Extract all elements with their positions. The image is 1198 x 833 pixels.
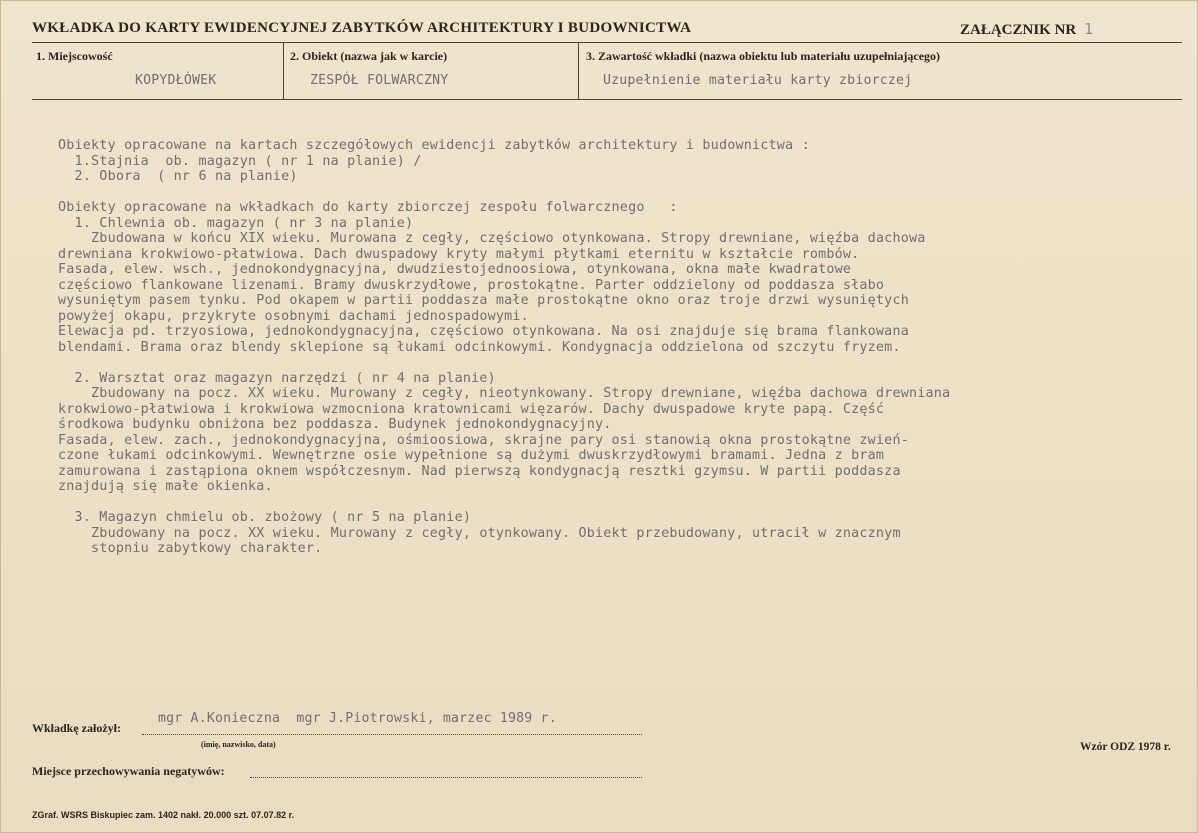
- body-text: [58, 138, 950, 557]
- body-line: wysuniętym pasem tynku. Pod okapem w partii poddasza małe prostokątne okno oraz troje drzwi wysuniętych: [58, 293, 909, 308]
- fields-divider-2: [578, 42, 579, 99]
- form-title: WKŁADKA DO KARTY EWIDENCYJNEJ ZABYTKÓW ARCHITEKTURY I BUDOWNICTWA: [32, 20, 692, 36]
- body-line: stopniu zabytkowy charakter.: [58, 541, 323, 556]
- body-line: częściowo flankowane lizenami. Bramy dwuskrzydłowe, prostokątne. Parter oddzielony od poddasza słabo: [58, 277, 885, 293]
- fields-bottom-rule: [32, 99, 1182, 100]
- body-line: krokwiowo-płatwiowa i krokwiowa wzmocniona kratownicami więzarów. Dachy dwuspadowe kryte papą. Część: [58, 401, 885, 417]
- body-line: Fasada, elew. zach., jednokondygnacyjna, ośmioosiowa, skrajne pary osi stanowią okna prostokątne zwień-: [58, 432, 909, 448]
- author-caption: (imię, nazwisko, data): [201, 740, 276, 749]
- contents-value: Uzupełnienie materiału karty zbiorczej: [603, 73, 913, 88]
- form-pattern: Wzór ODZ 1978 r.: [1080, 741, 1171, 753]
- body-line: Zbudowana w końcu XIX wieku. Murowana z cegły, częściowo otynkowana. Stropy drewniane, więźba dachowa: [58, 231, 926, 246]
- header-rule: [32, 42, 1182, 43]
- body-line: powyżej okapu, przykryte osobnymi dachami jednospadowymi.: [58, 308, 529, 324]
- body-line: 2. Obora ( nr 6 na planie): [58, 169, 298, 184]
- body-line: 3. Magazyn chmielu ob. zbożowy ( nr 5 na planie): [58, 510, 472, 525]
- body-line: blendami. Brama oraz blendy sklepione są łukami odcinkowymi. Kondygnacja oddzielona od szczytu fryzem.: [58, 339, 901, 355]
- object-value: ZESPÓŁ FOLWARCZNY: [310, 73, 449, 88]
- body-line: zamurowana i zastąpiona oknem współczesnym. Nad pierwszą kondygnacją resztki gzymsu. W partii poddasza: [58, 463, 901, 479]
- author-value: mgr A.Konieczna mgr J.Piotrowski, marzec 1989 r.: [158, 711, 557, 726]
- annex-label: ZAŁĄCZNIK NR: [960, 22, 1077, 38]
- fields-divider-1: [283, 42, 284, 99]
- body-line: [58, 495, 950, 511]
- author-dotline: [142, 734, 642, 735]
- body-line: 1. Chlewnia ob. magazyn ( nr 3 na planie): [58, 215, 414, 231]
- negatives-dotline: [250, 777, 642, 778]
- annex-label-group: [960, 20, 1093, 39]
- body-line: czone łukami odcinkowymi. Wewnętrzne osie wypełnione są dużymi dwuskrzydłowymi bramami. Jedna z bram: [58, 448, 885, 463]
- annex-number: 1: [1084, 20, 1094, 38]
- body-line: Obiekty opracowane na kartach szczegółowych ewidencji zabytków architektury i budownictwa :: [58, 138, 810, 153]
- body-line: Zbudowany na pocz. XX wieku. Murowany z cegły, otynkowany. Obiekt przebudowany, utracił w znacznym: [58, 525, 901, 541]
- body-line: Fasada, elew. wsch., jednokondygnacyjna, dwudziestojednoosiowa, otynkowana, okna małe kwadratowe: [58, 262, 852, 277]
- body-line: drewniana krokwiowo-płatwiowa. Dach dwuspadowy kryty małymi płytkami eternitu w kształcie rombów.: [58, 246, 860, 262]
- body-line: [58, 355, 950, 371]
- body-line: środkowa budynku obniżona bez poddasza. Budynek jednokondygnacyjny.: [58, 417, 612, 432]
- body-line: [58, 185, 950, 201]
- body-line: znajdują się małe okienka.: [58, 479, 273, 494]
- object-label: 2. Obiekt (nazwa jak w karcie): [290, 49, 448, 63]
- locality-label: 1. Miejscowość: [36, 49, 113, 63]
- negatives-label: Miejsce przechowywania negatywów:: [32, 764, 225, 778]
- locality-value: KOPYDŁÓWEK: [135, 73, 217, 88]
- contents-label: 3. Zawartość wkładki (nazwa obiektu lub materiału uzupełniającego): [586, 49, 941, 63]
- author-label: Wkładkę założył:: [32, 721, 121, 735]
- print-info: ZGraf. WSRS Biskupiec zam. 1402 nakł. 20.000 szt. 07.07.82 r.: [32, 810, 295, 820]
- body-line: Elewacja pd. trzyosiowa, jednokondygnacyjna, częściowo otynkowana. Na osi znajduje się brama flankowana: [58, 324, 909, 339]
- body-line: Obiekty opracowane na wkładkach do karty zbiorczej zespołu folwarcznego :: [58, 200, 678, 215]
- body-line: 2. Warsztat oraz magazyn narzędzi ( nr 4 na planie): [58, 370, 496, 386]
- body-line: Zbudowany na pocz. XX wieku. Murowany z cegły, nieotynkowany. Stropy drewniane, więźba dachowa drewniana: [58, 386, 951, 401]
- body-line: 1.Stajnia ob. magazyn ( nr 1 na planie) /: [58, 153, 422, 169]
